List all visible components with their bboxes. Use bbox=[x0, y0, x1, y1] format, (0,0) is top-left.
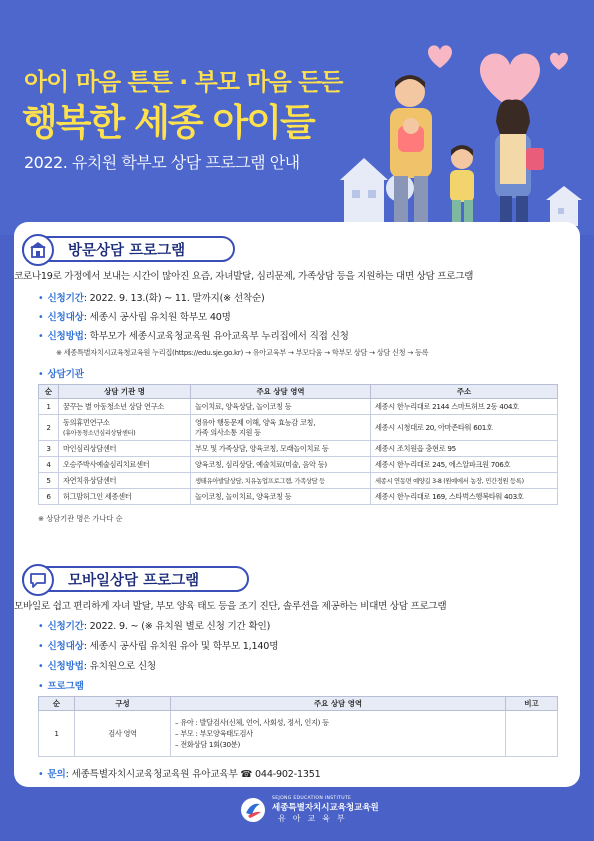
visit-intro: 코로나19로 가정에서 보내는 시간이 많아진 요즘, 자녀발달, 심리문제, 가족상담 등을 지원하는 대면 상담 프로그램 bbox=[14, 271, 474, 282]
table-row: 3 마인심리상담센터 부모 및 가족상담, 양육코칭, 모래놀이치료 등 세종시 조치원읍 충현로 95 bbox=[39, 441, 558, 457]
th-composition: 구성 bbox=[75, 697, 171, 711]
th-no: 순 bbox=[39, 697, 75, 711]
mobile-section-pill bbox=[22, 566, 249, 592]
visit-period: • 신청기간: 2022. 9. 13.(화) ~ 11. 말까지(※ 선착순) bbox=[38, 293, 265, 304]
table-row: 5 자연치유상담센터 생태유아발달상담, 치유농업프로그램, 가족상담 등 세종시 연동면 예양길 3-8 (원예에서 농장, 민간정원 등록) bbox=[39, 473, 558, 489]
th-addr: 주소 bbox=[371, 385, 558, 399]
hero-subtitle: 2022. 유치원 학부모 상담 프로그램 안내 bbox=[24, 153, 300, 172]
hero-title: 행복한 세종 아이들 bbox=[22, 101, 314, 144]
table-row: 4 오승주박사예술심리치료센터 양육코칭, 심리상담, 예술치료(미술, 음악 등) 세종시 한누리대로 245, 에스알파크원 706호 bbox=[39, 457, 558, 473]
mobile-section-header bbox=[22, 566, 249, 592]
mobile-target: • 신청대상: 세종시 공사립 유치원 유아 및 학부모 1,140명 bbox=[38, 641, 279, 652]
th-area: 주요 상담 영역 bbox=[191, 385, 371, 399]
table-header-row bbox=[39, 385, 558, 399]
table-row: 2 동의휴먼연구소 (휴아동청소년심리상담센터) 영유아 행동문제 이해, 양육 효능감 코칭, 가족 의사소통 지원 등 세종시 시청대로 20, 아마존타워 601호 bbox=[39, 415, 558, 441]
table-row: 6 허그맘허그인 세종센터 놀이코칭, 놀이치료, 양육코칭 등 세종시 한누리대로 169, 스타벅스행복타워 403호 bbox=[39, 489, 558, 505]
institute-emblem-icon bbox=[240, 797, 266, 823]
mobile-program-label: • 프로그램 bbox=[38, 681, 84, 692]
table-row: 1 검사 영역 – 유아 : 발달검사(신체, 언어, 사회성, 정서, 인지) 등 – 부모 : 부모양육태도검사 – 전화상담 1회(30분) bbox=[39, 711, 558, 757]
institutions-note: ※ 상담기관 명은 가나다 순 bbox=[38, 514, 123, 523]
th-note: 비고 bbox=[506, 697, 558, 711]
th-no: 순 bbox=[39, 385, 59, 399]
logo-text: SEJONG EDUCATION INSTITUTE 세종특별자치시교육청교육원 유아교육부 bbox=[272, 796, 379, 823]
mobile-method: • 신청방법: 유치원으로 신청 bbox=[38, 661, 156, 672]
hero-tagline: 아이 마음 튼튼 · 부모 마음 든든 bbox=[24, 68, 343, 96]
building-icon bbox=[22, 234, 54, 266]
institutions-table bbox=[38, 384, 558, 505]
mobile-program-table bbox=[38, 696, 558, 757]
visit-method: • 신청방법: 학부모가 세종시교육청교육원 유아교육부 누리집에서 직접 신청 bbox=[38, 331, 349, 342]
mobile-section-title: 모바일상담 프로그램 bbox=[68, 572, 200, 589]
chat-icon bbox=[22, 564, 54, 596]
table-header-row bbox=[39, 697, 558, 711]
visit-target: • 신청대상: 세종시 공사립 유치원 학부모 40명 bbox=[38, 312, 231, 323]
hero-banner bbox=[0, 0, 594, 235]
visit-section-title: 방문상담 프로그램 bbox=[68, 242, 186, 259]
mobile-period: • 신청기간: 2022. 9. ~ (※ 유치원 별로 신청 기간 확인) bbox=[38, 621, 271, 632]
visit-section-header bbox=[22, 236, 235, 262]
th-name: 상담 기관 명 bbox=[59, 385, 191, 399]
visit-method-note: ※ 세종특별자치시교육청교육원 누리집(https://edu.sje.go.kr) → 유아교육부 → 부모다움 → 학부모 상담 → 상담 신청 → 등록 bbox=[56, 348, 429, 357]
visit-institutions-label: • 상담기관 bbox=[38, 369, 84, 380]
institute-logo bbox=[240, 796, 379, 824]
table-row: 1 꿈꾸는 별 아동청소년 상담 연구소 놀이치료, 양육상담, 놀이코칭 등 세종시 한누리대로 2144 스마트허브 2동 404호 bbox=[39, 399, 558, 415]
contact-info: • 문의: 세종특별자치시교육청교육원 유아교육부 ☎ 044-902-1351 bbox=[38, 769, 321, 780]
family-illustration bbox=[340, 30, 590, 235]
th-area: 주요 상담 영역 bbox=[171, 697, 506, 711]
visit-section-pill bbox=[22, 236, 235, 262]
mobile-intro: 모바일로 쉽고 편리하게 자녀 발달, 부모 양육 태도 등을 조기 진단, 솔루션을 제공하는 비대면 상담 프로그램 bbox=[14, 601, 447, 612]
